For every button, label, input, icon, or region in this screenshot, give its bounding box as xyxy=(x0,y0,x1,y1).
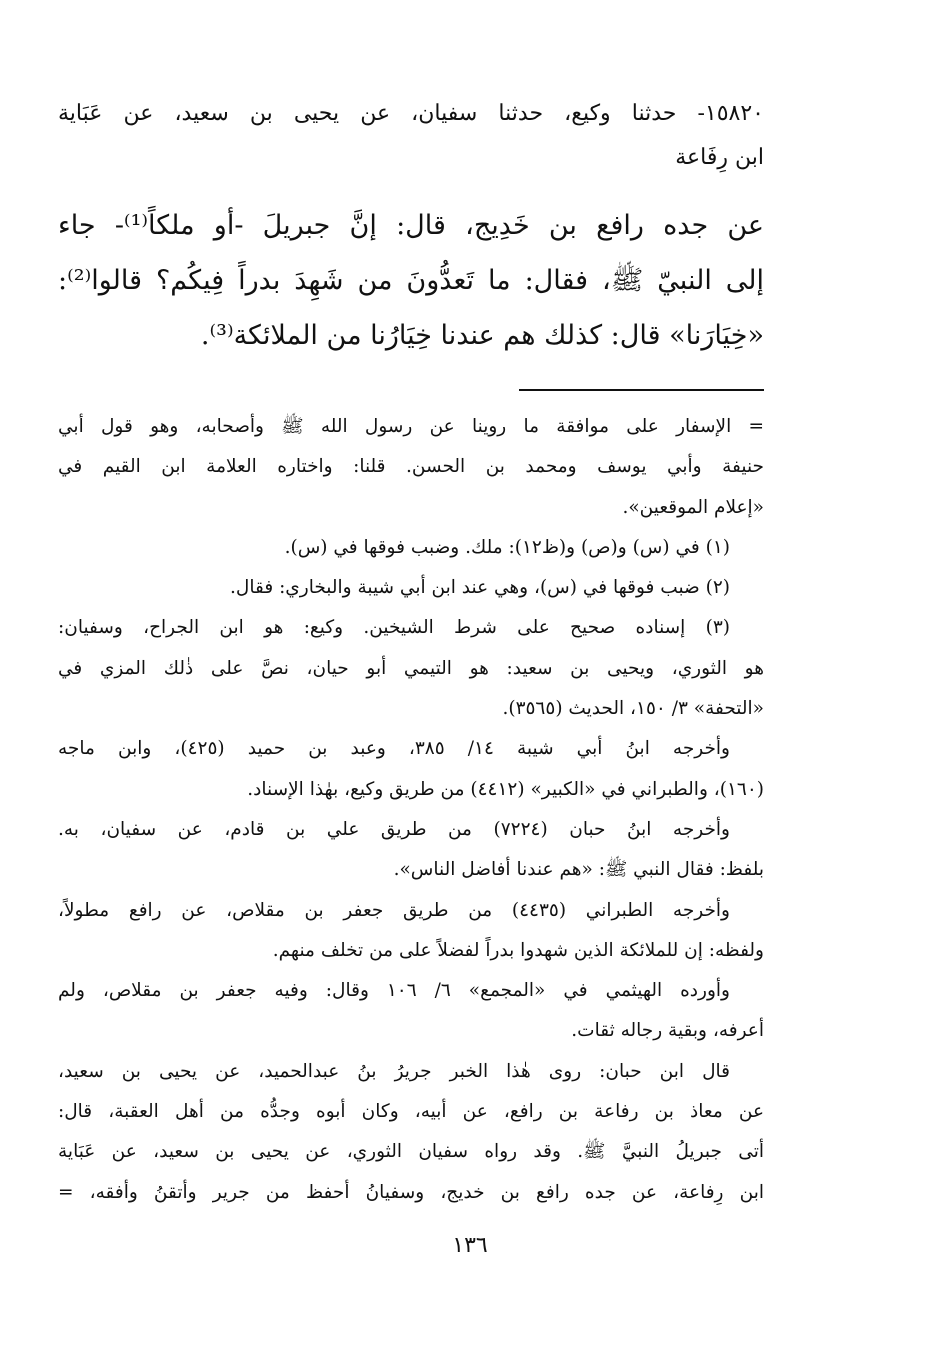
takhrij-line: وأخرجه ابنُ أبي شيبة ١٤/ ٣٨٥، وعبد بن حميد (٤٢٥)، وابن ماجه xyxy=(58,738,730,760)
footnote-continuation-line: «إعلام الموقعين». xyxy=(622,496,764,518)
footnote-3-line: (٣) إسناده صحيح على شرط الشيخين. وكيع: هو ابن الجراح، وسفيان: xyxy=(58,617,730,639)
ibn-hibban-comment-line: قال ابن حبان: روى هٰذا الخبر جريرُ بنُ عبدالحميد، عن يحيى بن سعيد، xyxy=(58,1060,730,1082)
footnotes xyxy=(58,407,764,1213)
hadith-number-line: ١٥٨٢٠- حدثنا وكيع، حدثنا سفيان، عن يحيى بن سعيد، عن عَبَاية xyxy=(58,101,764,126)
hadith-text-line: عن جده رافع بن خَدِيج، قال: إنَّ جبريلَ -أو ملكاً⁽¹⁾- جاء xyxy=(58,210,765,241)
takhrij-line: بلفظ: فقال النبي ﷺ: «هم عندنا أفاضل الناس». xyxy=(393,859,764,881)
page-number: ١٣٦ xyxy=(452,1233,488,1258)
hadith-isnad xyxy=(58,92,764,180)
hadith-matn xyxy=(58,198,764,363)
ibn-hibban-comment-line: عن معاذ بن رفاعة بن رافع، عن أبيه، وكان أبوه وجدُّه من أهل العقبة، قال: xyxy=(58,1101,764,1123)
hadith-chain-end: ابن رِفَاعة xyxy=(675,145,764,170)
takhrij-line: (١٦٠)، والطبراني في «الكبير» (٤٤١٢) من طريق وكيع، بهٰذا الإسناد. xyxy=(247,778,764,800)
footnote-3-line: «التحفة» ٣/ ١٥٠، الحديث (٣٥٦٥). xyxy=(502,698,764,720)
ibn-hibban-comment-line: ابن رِفاعة، عن جده رافع بن خديج، وسفيانُ أحفظ من جرير وأتقنُ وأفقه، = xyxy=(58,1181,764,1203)
footnote-continuation-line: = الإسفار على موافقة ما روينا عن رسول الله ﷺ وأصحابه، وهو قول أبي xyxy=(58,416,764,437)
hadith-text-line: «خِيَارَنا» قال: كذلك هم عندنا خِيَارُنا من الملائكة⁽³⁾. xyxy=(200,320,764,351)
takhrij-line: أعرفه، وبقية رجاله ثقات. xyxy=(571,1020,764,1042)
footnote-2: (٢) ضبب فوقها في (س)، وهي عند ابن أبي شيبة والبخاري: فقال. xyxy=(230,577,730,599)
hadith-text-line: إلى النبيّ ﷺ، فقال: ما تَعدُّونَ من شَهِدَ بدراً فِيكُم؟ قالوا⁽²⁾: xyxy=(58,265,764,296)
takhrij-line: وأخرجه الطبراني (٤٤٣٥) من طريق جعفر بن مقلاص، عن رافع مطولاً، xyxy=(58,899,730,921)
takhrij-line: ولفظه: إن للملائكة الذين شهدوا بدراً لفضلاً على من تخلف منهم. xyxy=(272,939,764,961)
footnote-separator xyxy=(519,389,764,391)
takhrij-line: وأورده الهيثمي في «المجمع» ٦/ ١٠٦ وقال: وفيه جعفر بن مقلاص، ولم xyxy=(58,980,730,1002)
ibn-hibban-comment-line: أتى جبريلُ النبيَّ ﷺ. وقد رواه سفيان الثوري، عن يحيى بن سعيد، عن عَبَاية xyxy=(58,1141,764,1163)
book-page xyxy=(58,92,764,1213)
footnote-1: (١) في (س) و(ص) و(ظ١٢): ملك. وضبب فوقها في (س). xyxy=(284,536,730,558)
footnote-continuation-line: حنيفة وأبي يوسف ومحمد بن الحسن. قلنا: واختاره العلامة ابن القيم في xyxy=(58,456,764,478)
takhrij-line: وأخرجه ابنُ حبان (٧٢٢٤) من طريق علي بن قادم، عن سفيان، به. xyxy=(58,818,730,840)
footnote-3-line: هو الثوري، ويحيى بن سعيد: هو التيمي أبو حيان، نصَّ على ذٰلك المزي في xyxy=(58,657,764,679)
